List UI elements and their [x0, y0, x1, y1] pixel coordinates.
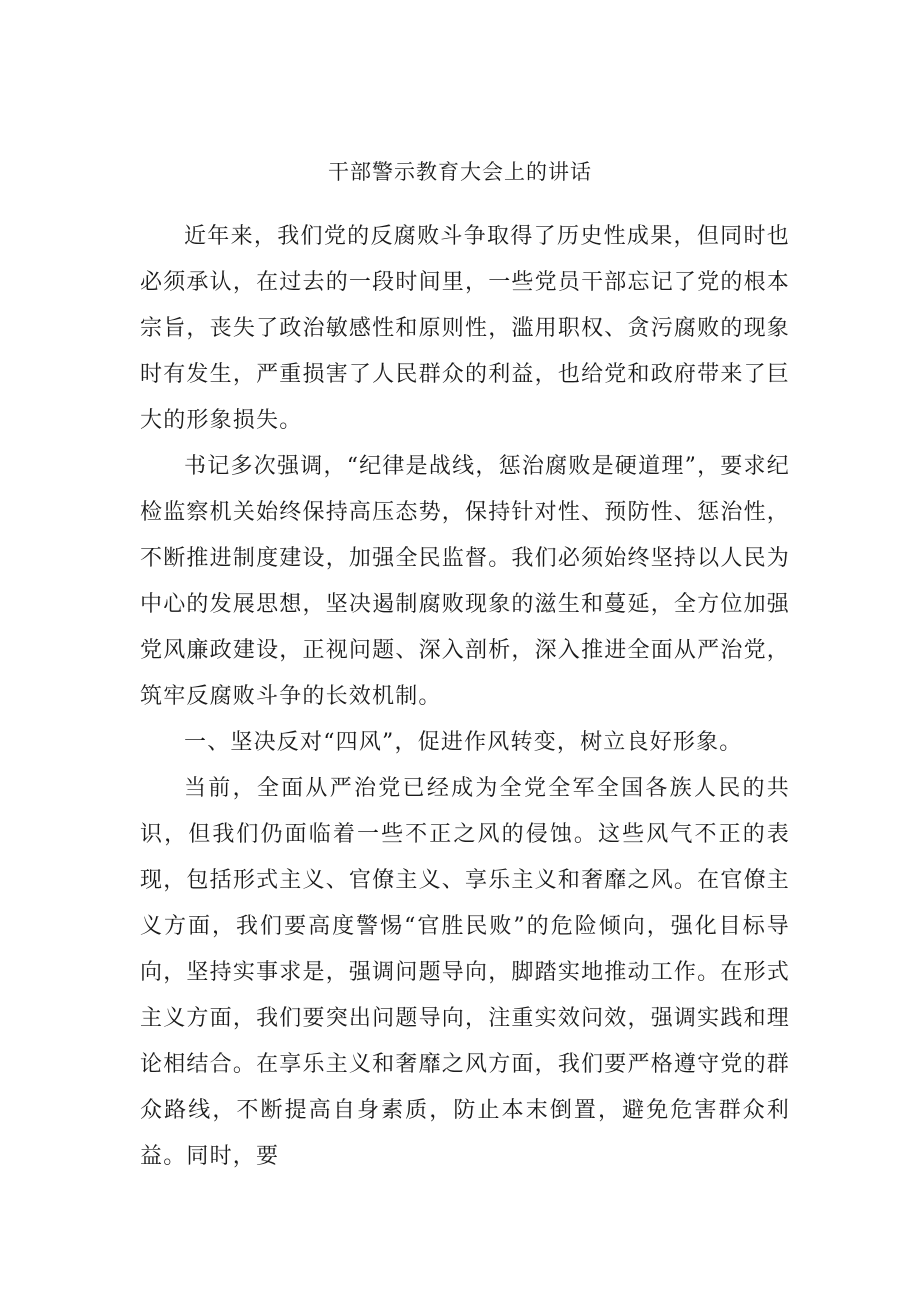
paragraph-intro: 近年来，我们党的反腐败斗争取得了历史性成果，但同时也必须承认，在过去的一段时间里，一些党员干部忘记了党的根本宗旨，丧失了政治敏感性和原则性，滥用职权、贪污腐败的现象时有发生，严重损害了人民群众的利益，也给党和政府带来了巨大的形象损失。	[140, 224, 790, 433]
document-body	[140, 214, 790, 1180]
section-heading-one: 一、坚决反对“四风”，促进作风转变，树立良好形象。	[184, 730, 743, 755]
paragraph-four-winds: 当前，全面从严治党已经成为全党全军全国各族人民的共识，但我们仍面临着一些不正之风的侵蚀。这些风气不正的表现，包括形式主义、官僚主义、享乐主义和奢靡之风。在官僚主义方面，我们要高度警惕“官胜民败”的危险倾向，强化目标导向，坚持实事求是，强调问题导向，脚踏实地推动工作。在形式主义方面，我们要突出问题导向，注重实效问效，强调实践和理论相结合。在享乐主义和奢靡之风方面，我们要严格遵守党的群众路线，不断提高自身素质，防止本末倒置，避免危害群众利益。同时，要	[140, 776, 790, 1169]
document-title: 干部警示教育大会上的讲话	[328, 160, 592, 184]
paragraph-discipline: 书记多次强调，“纪律是战线，惩治腐败是硬道理”，要求纪检监察机关始终保持高压态势，保持针对性、预防性、惩治性，不断推进制度建设，加强全民监督。我们必须始终坚持以人民为中心的发展思想，坚决遏制腐败现象的滋生和蔓延，全方位加强党风廉政建设，正视问题、深入剖析，深入推进全面从严治党，筑牢反腐败斗争的长效机制。	[140, 454, 790, 709]
